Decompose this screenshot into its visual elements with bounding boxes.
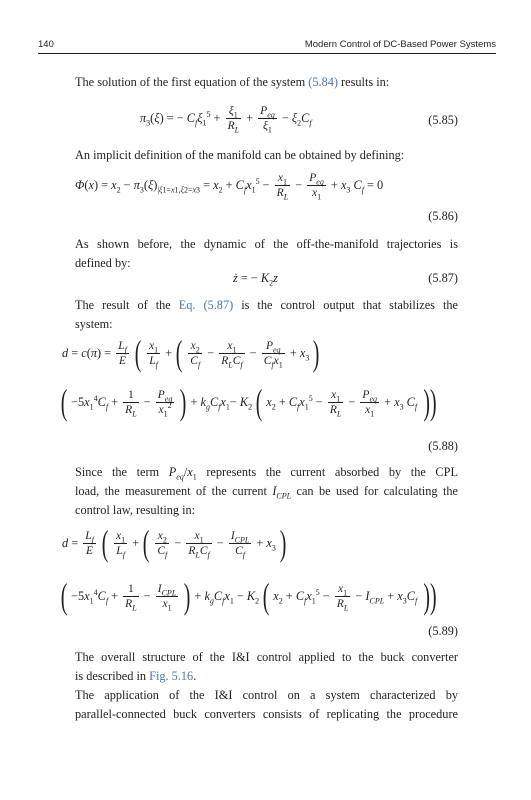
paragraph-control-output: The result of the Eq. (5.87) is the control output that stabilizes the system: (75, 298, 458, 331)
equation-number-5-85: (5.85) (428, 113, 458, 127)
equation-number-5-87: (5.87) (428, 271, 458, 285)
paragraph-overall-structure: The overall structure of the I&I control applied to the buck converter is described in Fig. 5.16. (75, 650, 458, 683)
figure-link-5-16[interactable]: Fig. 5.16 (149, 669, 194, 683)
header-rule (38, 53, 496, 54)
equation-number-5-88: (5.88) (428, 439, 458, 453)
equation-link-5-87[interactable]: Eq. (5.87) (178, 298, 234, 312)
paragraph-off-manifold: As shown before, the dynamic of the off-the-manifold trajectories is defined by: (75, 237, 458, 270)
paragraph-manifold: An implicit definition of the manifold can be obtained by defining: (75, 148, 405, 162)
equation-number-5-86: (5.86) (428, 209, 458, 223)
paragraph-cpl-current: Since the term $P_{eq}/x_1$ represents the current absorbed by the CPL load, the measurement of the current $I_{CPL}$ can be used for calculating the control law, resulting in: (75, 465, 458, 517)
equation-link-5-84[interactable]: (5.84) (308, 75, 338, 89)
running-header (38, 36, 496, 54)
running-title: Modern Control of DC-Based Power Systems (304, 39, 496, 50)
paragraph-parallel-converters: The application of the I&I control on a system characterized by parallel-connected buck converters consists of replicating the procedure (75, 688, 458, 721)
equation-5-87: ż = − $K_2z$ (233, 271, 278, 288)
equation-5-86: $\Phi(x) = x_2 - \pi_3(\xi)_{|\xi 1=x1,\xi 2=x3} = x_2 + C_fx_1^5$ − $\frac{x_1}{R_L}$ − $\frac{P_{eq}}{x_1}$ + $x_3$ $C_f = 0$ (75, 172, 384, 202)
equation-number-5-89: (5.89) (428, 624, 458, 638)
equation-5-89-line-1: d = $\frac{L_f}{E}$ ( $\frac{x_1}{L_f}$ + ( $\frac{x_2}{C_f}$ − $\frac{x_1}{R_LC_f}$ − $\frac{I_{CPL}}{C_f}$ + $x_3$ ) (62, 523, 287, 563)
equation-5-89-line-2: ( $-5x_1^4C_f$ + $\frac{1}{R_L}$ − $\frac{I_{CPL}}{x_1}$ ) + $k_gC_fx_1 - K_2$ ( $x_2 + C_fx_1^5$ − $\frac{x_1}{R_L}$ − $I_{CPL} + x_3C_f$ )) (60, 576, 437, 616)
page-number: 140 (38, 39, 54, 50)
equation-5-88-line-1: d = c(π) = $\frac{L_f}{E}$ ( $\frac{x_1}{L_f}$ + ( $\frac{x_2}{C_f}$ − $\frac{x_1}{R_LC_f}$ − $\frac{P_{eq}}{C_fx_1}$ + $x_3$ ) (62, 333, 320, 373)
paragraph-solution-intro: The solution of the first equation of the system (5.84) results in: (75, 75, 390, 89)
equation-5-88-line-2: ( $-5x_1^4C_f$ + $\frac{1}{R_L}$ − $\frac{P_{eq}}{x_1^2}$ ) + $k_gC_fx_1- K_2$ ( $x_2 + C_fx_1^5$ − $\frac{x_1}{R_L}$ − $\frac{P_{eq}}{x_1}$ + $x_3$ $C_f$ )) (60, 382, 437, 422)
equation-5-85: $\pi_3(\xi)$ = − $C_f\xi_1^5$ + $\frac{\xi_1}{R_L}$ + $\frac{P_{eq}}{\xi_1}$ − $\xi_2C_f$ (140, 105, 312, 135)
